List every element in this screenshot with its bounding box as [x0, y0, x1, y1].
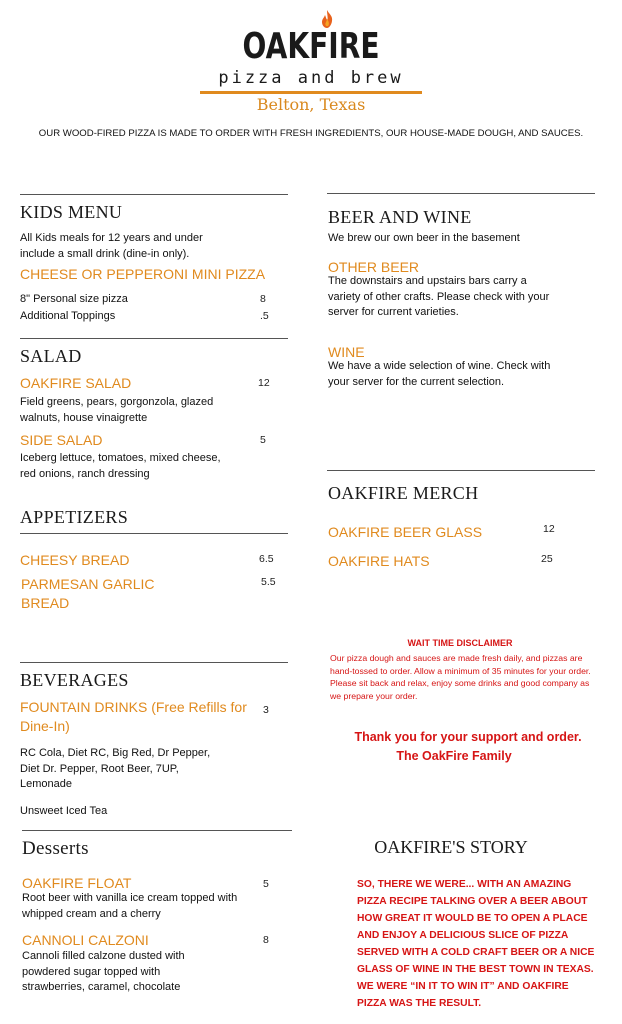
divider-merch-top	[327, 470, 595, 471]
salad-item1-price: 12	[258, 377, 270, 389]
dessert-item1-name: OAKFIRE FLOAT	[22, 875, 132, 891]
brand-logo-title: OAKFIRE	[242, 26, 380, 67]
divider-beer-top	[327, 193, 595, 194]
salad-item1-desc: Field greens, pears, gorgonzola, glazed walnuts, house vinaigrette	[20, 396, 214, 424]
salad-item2-desc: Iceberg lettuce, tomatoes, mixed cheese, red onions, ranch dressing	[20, 452, 221, 480]
beverage-item2-desc: Unsweet Iced Tea	[20, 805, 108, 817]
section-title-desserts: Desserts	[22, 838, 89, 859]
kids-row2-price: .5	[260, 310, 269, 322]
merch-item2-price: 25	[541, 553, 553, 565]
salad-item2-price: 5	[260, 434, 266, 446]
salad-item1-name: OAKFIRE SALAD	[20, 375, 132, 391]
merch-item2-name: OAKFIRE HATS	[328, 553, 430, 569]
beer-item2-name: WINE	[328, 344, 365, 360]
salad-item2-name: SIDE SALAD	[20, 432, 103, 448]
dessert-item2-desc: Cannoli filled calzone dusted with powdered sugar topped with strawberries, caramel, chocolate	[22, 950, 185, 993]
thanks-line-2: The OakFire Family	[396, 749, 512, 763]
divider-salad-top	[20, 338, 288, 339]
section-title-appetizers: APPETIZERS	[20, 507, 129, 527]
beverage-item1-desc: RC Cola, Diet RC, Big Red, Dr Pepper, Diet Dr. Pepper, Root Beer, 7UP, Lemonade	[20, 747, 211, 790]
section-title-kids: KIDS MENU	[20, 202, 123, 222]
dessert-item2-price: 8	[263, 934, 269, 946]
brand-logo-subtitle: pizza and brew	[218, 68, 404, 88]
section-title-salad: SALAD	[20, 346, 82, 366]
merch-item1-name: OAKFIRE BEER GLASS	[328, 524, 483, 540]
merch-item1-price: 12	[543, 523, 555, 535]
dessert-item1-desc: Root beer with vanilla ice cream topped with whipped cream and a cherry	[22, 892, 238, 920]
tagline: OUR WOOD-FIRED PIZZA IS MADE TO ORDER WITH FRESH INGREDIENTS, OUR HOUSE-MADE DOUGH, AND SAUCES.	[38, 128, 584, 139]
divider-desserts-top	[22, 830, 292, 831]
disclaimer-body: Our pizza dough and sauces are made fresh daily, and pizzas are hand-tossed to order. Allow a minimum of 35 minutes for your order. Please sit back and relax, enjoy some drinks and good company as we prepare your order.	[330, 653, 591, 701]
appetizer-item1-price: 6.5	[259, 553, 274, 565]
beer-item1-name: OTHER BEER	[328, 259, 420, 275]
thanks-line-1: Thank you for your support and order.	[354, 730, 582, 744]
logo-underline	[200, 91, 422, 94]
appetizer-item2-name: PARMESAN GARLIC BREAD	[21, 576, 155, 611]
disclaimer-title: WAIT TIME DISCLAIMER	[407, 638, 513, 648]
location-label: Belton, Texas	[256, 95, 366, 114]
divider-kids-top	[20, 194, 288, 195]
appetizer-item2-price: 5.5	[261, 576, 276, 588]
kids-item-name: CHEESE OR PEPPERONI MINI PIZZA	[20, 266, 266, 282]
story-title: OAKFIRE'S STORY	[374, 837, 528, 857]
section-title-beer: BEER AND WINE	[328, 207, 472, 227]
beer-item2-desc: We have a wide selection of wine. Check with your server for the current selection.	[328, 360, 551, 388]
dessert-item2-name: CANNOLI CALZONI	[22, 932, 149, 948]
kids-row2-label: Additional Toppings	[20, 310, 116, 322]
divider-beverages-top	[20, 662, 288, 663]
divider-appetizers	[20, 533, 288, 534]
beverage-item1-price: 3	[263, 704, 269, 716]
appetizer-item1-name: CHEESY BREAD	[20, 552, 130, 568]
section-title-merch: OAKFIRE MERCH	[328, 483, 479, 503]
kids-intro: All Kids meals for 12 years and under include a small drink (dine-in only).	[20, 232, 203, 260]
story-body: SO, THERE WE WERE... WITH AN AMAZING PIZZA RECIPE TALKING OVER A BEER ABOUT HOW GREAT IT WOULD BE TO OPEN A PLACE AND ENJOY A DELICIOUS SLICE OF PIZZA SERVED WITH A COLD CRAFT BEER OR A NICE GLASS OF WINE IN THE BEST TOWN IN TEXAS. WE WERE “IN IT TO WIN IT” AND OAKFIRE PIZZA WAS THE RESULT.	[357, 879, 595, 1009]
dessert-item1-price: 5	[263, 878, 269, 890]
kids-row1-price: 8	[260, 293, 266, 305]
beer-item1-desc: The downstairs and upstairs bars carry a variety of other crafts. Please check with your server for current varieties.	[328, 275, 550, 318]
kids-row1-label: 8" Personal size pizza	[20, 293, 128, 305]
beer-intro: We brew our own beer in the basement	[328, 232, 520, 244]
section-title-beverages: BEVERAGES	[20, 670, 129, 690]
beverage-item1-name: FOUNTAIN DRINKS (Free Refills for Dine-In)	[20, 699, 247, 734]
